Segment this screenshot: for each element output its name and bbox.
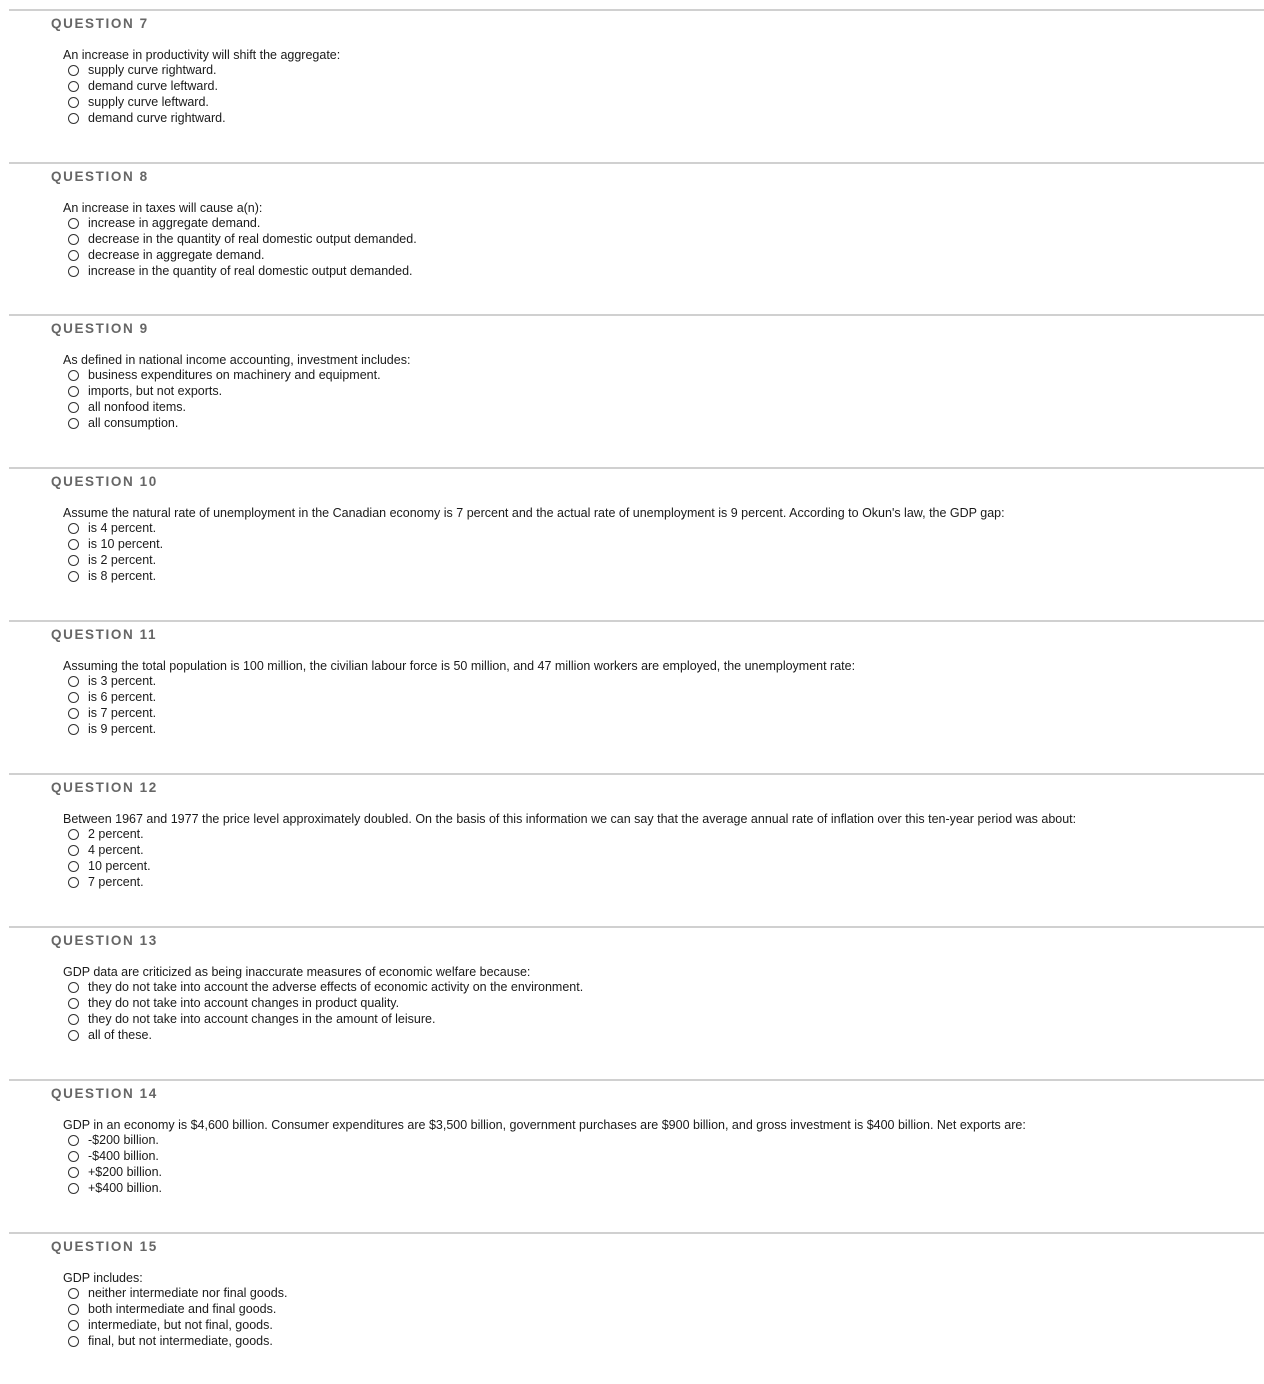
question-label: QUESTION 8: [51, 169, 149, 184]
answer-option-label: decrease in the quantity of real domestic output demanded.: [88, 232, 417, 246]
answer-option-label: both intermediate and final goods.: [88, 1302, 277, 1316]
radio-button[interactable]: [68, 998, 79, 1009]
radio-button[interactable]: [68, 829, 79, 840]
answer-option-label: +$400 billion.: [88, 1181, 163, 1195]
radio-button[interactable]: [68, 97, 79, 108]
question-label: QUESTION 7: [51, 16, 149, 31]
answer-option-label: business expenditures on machinery and equipment.: [88, 368, 381, 382]
radio-button[interactable]: [68, 266, 79, 277]
question-divider: [9, 926, 1264, 928]
radio-button[interactable]: [68, 81, 79, 92]
question-label: QUESTION 9: [51, 321, 149, 336]
radio-button[interactable]: [68, 250, 79, 261]
radio-button[interactable]: [68, 1288, 79, 1299]
question-label: QUESTION 12: [51, 780, 158, 795]
answer-option-label: all of these.: [88, 1028, 152, 1042]
radio-button[interactable]: [68, 861, 79, 872]
question-divider: [9, 773, 1264, 775]
question-label: QUESTION 14: [51, 1086, 158, 1101]
radio-button[interactable]: [68, 724, 79, 735]
radio-button[interactable]: [68, 692, 79, 703]
question-block: [9, 926, 1264, 1078]
question-text: Assuming the total population is 100 million, the civilian labour force is 50 million, and 47 million workers are employed, the unemployment rate:: [63, 659, 856, 673]
radio-button[interactable]: [68, 708, 79, 719]
radio-button[interactable]: [68, 218, 79, 229]
radio-button[interactable]: [68, 1304, 79, 1315]
answer-option-label: -$200 billion.: [88, 1133, 159, 1147]
answer-option-label: imports, but not exports.: [88, 384, 223, 398]
answer-option-label: increase in aggregate demand.: [88, 216, 261, 230]
question-text: Between 1967 and 1977 the price level approximately doubled. On the basis of this information we can say that the average annual rate of inflation over this ten-year period was about:: [63, 812, 1077, 826]
question-block: [9, 1232, 1264, 1384]
radio-button[interactable]: [68, 1014, 79, 1025]
radio-button[interactable]: [68, 676, 79, 687]
answer-option-label: is 6 percent.: [88, 690, 157, 704]
question-text: An increase in productivity will shift the aggregate:: [63, 48, 341, 62]
answer-option-label: decrease in aggregate demand.: [88, 248, 265, 262]
question-divider: [9, 314, 1264, 316]
question-label: QUESTION 13: [51, 933, 158, 948]
question-block: [9, 162, 1264, 314]
radio-button[interactable]: [68, 65, 79, 76]
answer-option-label: demand curve rightward.: [88, 111, 226, 125]
answer-option-label: demand curve leftward.: [88, 79, 218, 93]
question-label: QUESTION 10: [51, 474, 158, 489]
answer-option-label: they do not take into account the adverse effects of economic activity on the environment.: [88, 980, 584, 994]
answer-option-label: is 2 percent.: [88, 553, 157, 567]
question-text: GDP includes:: [63, 1271, 143, 1285]
radio-button[interactable]: [68, 982, 79, 993]
answer-option-label: intermediate, but not final, goods.: [88, 1318, 273, 1332]
answer-option-label: is 9 percent.: [88, 722, 157, 736]
question-text: An increase in taxes will cause a(n):: [63, 201, 263, 215]
question-text: Assume the natural rate of unemployment in the Canadian economy is 7 percent and the actual rate of unemployment is 9 percent. According to Okun's law, the GDP gap:: [63, 506, 1005, 520]
answer-option-label: +$200 billion.: [88, 1165, 163, 1179]
answer-option-label: 10 percent.: [88, 859, 151, 873]
question-block: [9, 467, 1264, 619]
answer-option-label: is 4 percent.: [88, 521, 157, 535]
answer-option-label: supply curve rightward.: [88, 63, 217, 77]
question-block: [9, 1079, 1264, 1231]
answer-option-label: increase in the quantity of real domestic output demanded.: [88, 264, 413, 278]
answer-option-label: is 10 percent.: [88, 537, 164, 551]
answer-option-label: neither intermediate nor final goods.: [88, 1286, 288, 1300]
radio-button[interactable]: [68, 113, 79, 124]
question-label: QUESTION 11: [51, 627, 158, 642]
radio-button[interactable]: [68, 877, 79, 888]
answer-option-label: is 3 percent.: [88, 674, 157, 688]
radio-button[interactable]: [68, 234, 79, 245]
radio-button[interactable]: [68, 1320, 79, 1331]
question-divider: [9, 1079, 1264, 1081]
question-divider: [9, 467, 1264, 469]
question-label: QUESTION 15: [51, 1239, 158, 1254]
radio-button[interactable]: [68, 386, 79, 397]
question-divider: [9, 620, 1264, 622]
radio-button[interactable]: [68, 1167, 79, 1178]
answer-option-label: they do not take into account changes in the amount of leisure.: [88, 1012, 436, 1026]
question-text: As defined in national income accounting, investment includes:: [63, 353, 411, 367]
answer-option-label: final, but not intermediate, goods.: [88, 1334, 273, 1348]
answer-option-label: is 7 percent.: [88, 706, 157, 720]
radio-button[interactable]: [68, 1183, 79, 1194]
radio-button[interactable]: [68, 523, 79, 534]
answer-option-label: 4 percent.: [88, 843, 144, 857]
radio-button[interactable]: [68, 1030, 79, 1041]
radio-button[interactable]: [68, 571, 79, 582]
question-block: [9, 9, 1264, 161]
answer-option-label: 7 percent.: [88, 875, 144, 889]
answer-option-label: all consumption.: [88, 416, 179, 430]
question-text: GDP in an economy is $4,600 billion. Consumer expenditures are $3,500 billion, government purchases are $900 billion, and gross investment is $400 billion. Net exports are:: [63, 1118, 1026, 1132]
question-block: [9, 314, 1264, 466]
radio-button[interactable]: [68, 402, 79, 413]
radio-button[interactable]: [68, 370, 79, 381]
question-block: [9, 620, 1264, 772]
question-divider: [9, 1232, 1264, 1234]
radio-button[interactable]: [68, 845, 79, 856]
question-divider: [9, 9, 1264, 11]
radio-button[interactable]: [68, 555, 79, 566]
radio-button[interactable]: [68, 1135, 79, 1146]
answer-option-label: is 8 percent.: [88, 569, 157, 583]
radio-button[interactable]: [68, 418, 79, 429]
radio-button[interactable]: [68, 539, 79, 550]
answer-option-label: they do not take into account changes in product quality.: [88, 996, 400, 1010]
answer-option-label: all nonfood items.: [88, 400, 186, 414]
question-block: [9, 773, 1264, 925]
answer-option-label: supply curve leftward.: [88, 95, 209, 109]
question-divider: [9, 162, 1264, 164]
question-text: GDP data are criticized as being inaccurate measures of economic welfare because:: [63, 965, 531, 979]
answer-option-label: -$400 billion.: [88, 1149, 159, 1163]
answer-option-label: 2 percent.: [88, 827, 144, 841]
radio-button[interactable]: [68, 1151, 79, 1162]
radio-button[interactable]: [68, 1336, 79, 1347]
